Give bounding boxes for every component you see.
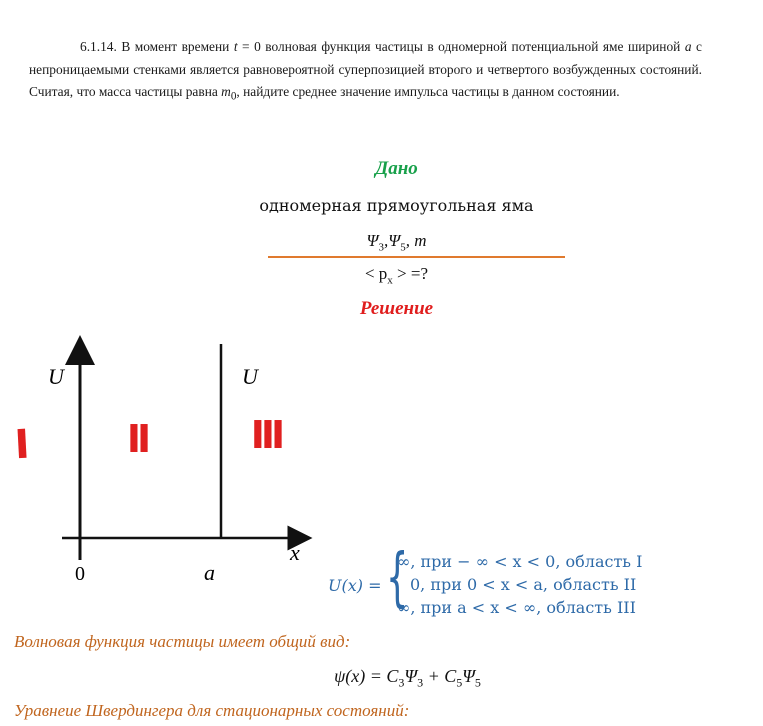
psi-symbol: Ψ xyxy=(388,231,401,250)
find-right: > =? xyxy=(392,264,429,283)
formula-sub-a: 3 xyxy=(398,675,405,690)
given-description: одномерная прямоугольная яма xyxy=(259,196,534,215)
mass-subscript: 0 xyxy=(230,90,237,103)
solution-heading: Решение xyxy=(359,298,434,319)
t-equals: = 0 xyxy=(237,39,266,54)
psi-subscript-3: 3 xyxy=(378,241,384,254)
formula-psi-b: Ψ xyxy=(462,666,475,686)
a-label: a xyxy=(204,560,215,585)
origin-label: 0 xyxy=(75,563,85,585)
formula-psi-a: Ψ xyxy=(404,666,418,686)
formula-sub-b: 3 xyxy=(417,675,424,690)
problem-text-2: волновая функция частицы в одномерной потенциальной яме шириной xyxy=(265,39,685,54)
psi-symbol: Ψ xyxy=(366,231,379,250)
mass-symbol: m xyxy=(221,84,231,99)
u-label-left: U xyxy=(48,364,64,389)
formula-sub-c: 5 xyxy=(456,675,463,690)
potential-case-2: 0, при 0 < x < a, область II xyxy=(410,575,637,594)
schrodinger-caption: Уравнеие Швердингера для стационарных состояний: xyxy=(14,701,410,720)
given-variables xyxy=(0,231,763,253)
potential-lhs: U(x) = xyxy=(328,576,382,595)
potential-well-diagram xyxy=(0,330,330,590)
problem-text-4: , найдите среднее значение импульса частицы в данном состоянии. xyxy=(236,84,620,99)
region-2-label: II xyxy=(126,417,148,461)
mass-variable: , m xyxy=(405,231,427,250)
potential-case-1: ∞, при − ∞ < x < 0, область I xyxy=(397,552,643,571)
region-3-label: III xyxy=(250,413,282,457)
find-subscript: x xyxy=(387,274,393,287)
u-label-right: U xyxy=(242,364,258,389)
region-1-label: I xyxy=(13,421,31,469)
wavefunction-caption: Волновая функция частицы имеет общий вид: xyxy=(14,632,351,651)
t-symbol: t xyxy=(233,39,238,54)
left-brace-icon: { xyxy=(386,541,409,615)
find-left: < p xyxy=(364,264,388,283)
given-heading: Дано xyxy=(375,158,418,179)
potential-case-3: ∞, при a < x < ∞, область III xyxy=(397,598,636,617)
formula-lhs: ψ(x) = C xyxy=(334,666,399,686)
a-symbol: a xyxy=(684,39,692,54)
formula-plus: + C xyxy=(423,666,457,686)
given-divider xyxy=(268,256,565,258)
formula-sub-d: 5 xyxy=(474,675,481,690)
find-expression xyxy=(0,264,763,286)
problem-statement xyxy=(29,36,702,108)
problem-text-3: с непроницаемыми стенками является равновероятной суперпозицией второго и четвертого возбужденных состояний. Считая, что масса частицы равна xyxy=(29,39,702,99)
problem-text-1: 6.1.14. В момент времени xyxy=(80,39,234,54)
wavefunction-formula xyxy=(0,666,763,691)
psi-subscript-5: 5 xyxy=(400,241,406,254)
comma: , xyxy=(383,231,389,250)
x-label: x xyxy=(290,540,300,565)
